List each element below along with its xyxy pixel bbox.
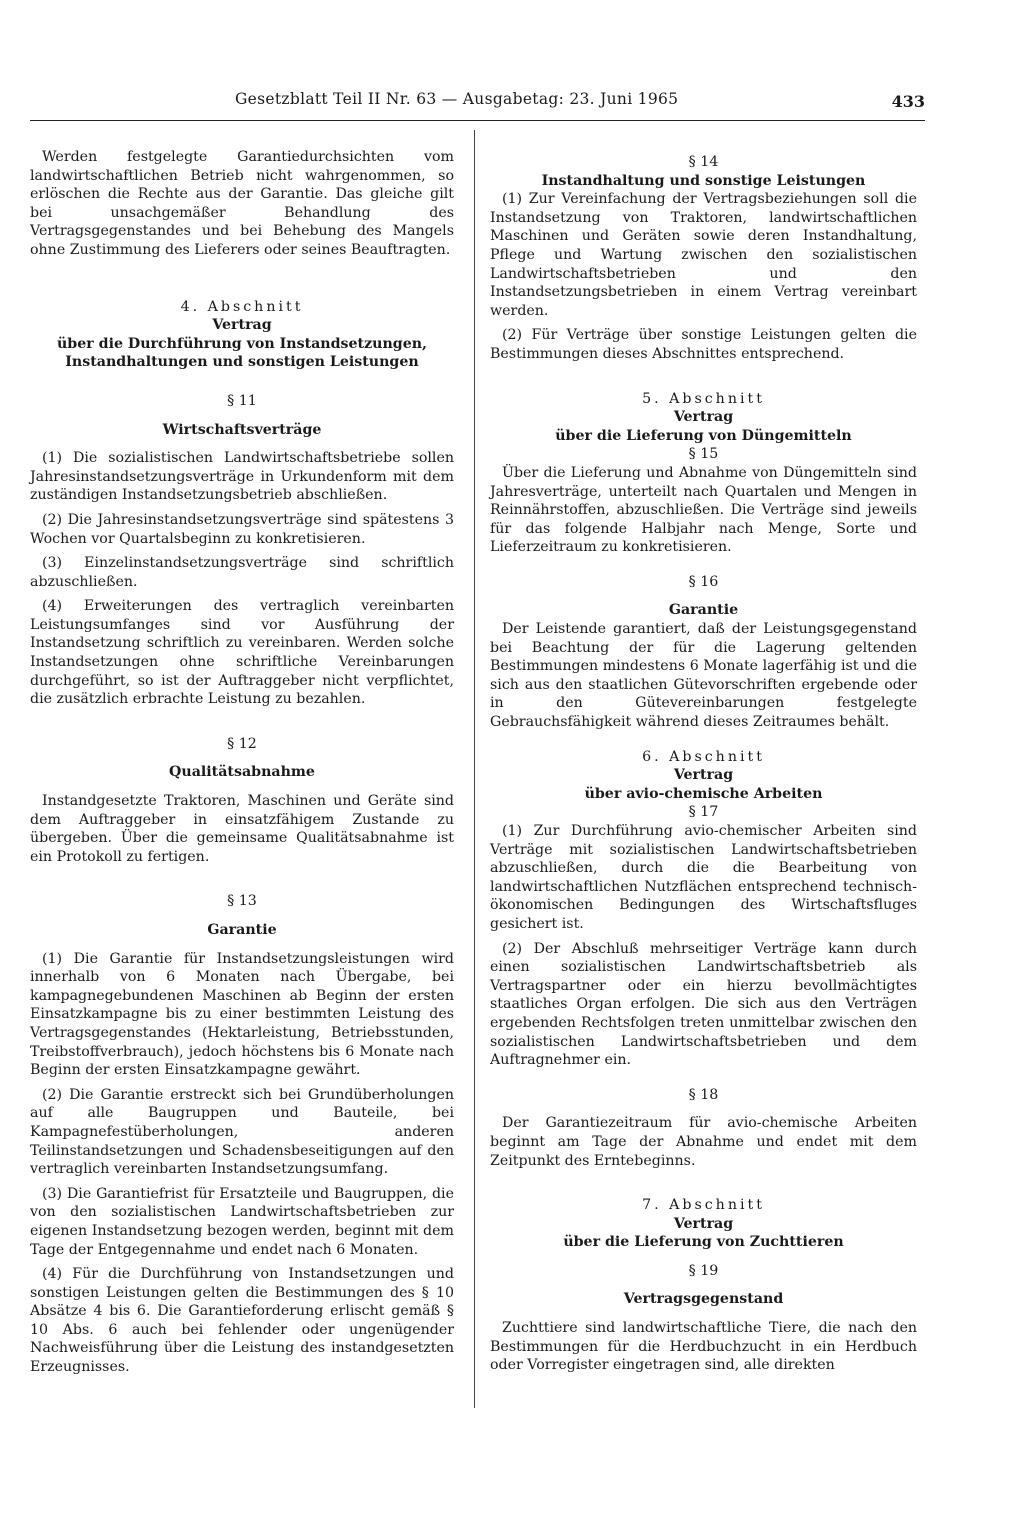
paragraph: (3) Die Garantiefrist für Ersatzteile und Baugruppen, die von den sozialistischen Landwirtschaftsbetrieben zur eigenen Instandsetzung bezogen werden, beginnt mit dem Tage der Entgegennahme und endet nach 6 Monaten. xyxy=(30,1185,454,1258)
header-rule xyxy=(30,120,925,121)
page-number: 433 xyxy=(891,92,925,111)
header-title: Gesetzblatt Teil II Nr. 63 — Ausgabetag: 23. Juni 1965 xyxy=(235,90,679,108)
paragraph-number: § 15 xyxy=(688,446,719,463)
paragraph-number: § 11 xyxy=(227,392,257,409)
paragraph-title: Garantie xyxy=(207,922,277,938)
paragraph: (1) Zur Durchführung avio-chemischer Arbeiten sind Verträge mit sozialistischen Landwirtschaftsbetrieben abzuschließen, durch die die Bearbeitung von landwirtschaftlichen Nutzflächen entsprechend technisch-ökonomischen Bedingungen des Wirtschaftsfluges gesichert ist. xyxy=(490,823,917,932)
page-header xyxy=(30,90,925,120)
section-title: Vertrag xyxy=(673,1215,734,1232)
paragraph-number: § 19 xyxy=(688,1262,719,1279)
paragraph-number: § 14 xyxy=(688,154,719,170)
column-divider xyxy=(474,130,475,1408)
section-title: über die Lieferung von Düngemitteln xyxy=(555,427,852,444)
paragraph-number: § 17 xyxy=(688,804,719,821)
section-title: Vertrag xyxy=(212,317,272,334)
paragraph: Instandgesetzte Traktoren, Maschinen und Geräte sind dem Auftraggeber in einsatzfähigem Zustande zu übergeben. Über die gemeinsame Qualitätsabnahme ist ein Protokoll zu fertigen. xyxy=(30,793,454,865)
paragraph-number: § 16 xyxy=(688,573,719,590)
paragraph: (1) Die Garantie für Instandsetzungsleistungen wird innerhalb von 6 Monaten nach Übergabe, bei kampagnegebundenen Maschinen ab Beginn der ersten Einsatzkampagne bis zu einer bestimmten Leistung des Vertragsgegenstandes (Hektarleistung, Betriebsstunden, Treibstoffverbrauch), jedoch höchstens bis 6 Monate nach Beginn der ersten Einsatzkampagne gewährt. xyxy=(30,950,454,1079)
section-heading: 7. Abschnitt xyxy=(642,1197,765,1214)
paragraph: (2) Für Verträge über sonstige Leistungen gelten die Bestimmungen dieses Abschnittes entsprechend. xyxy=(490,327,917,362)
section-title: Vertrag xyxy=(673,767,734,784)
section-heading: 6. Abschnitt xyxy=(642,748,765,765)
paragraph-number: § 18 xyxy=(688,1086,719,1103)
section-title: Vertrag xyxy=(673,409,734,426)
paragraph: Der Garantiezeitraum für avio-chemische Arbeiten beginnt am Tage der Abnahme und endet mit dem Zeitpunkt des Erntebeginns. xyxy=(490,1115,917,1169)
paragraph: (2) Der Abschluß mehrseitiger Verträge kann durch einen sozialistischen Landwirtschaftsbetrieb als Vertragspartner oder ein hierzu bevollmächtigtes staatliches Organ erfolgen. Die sich aus den Verträgen ergebenden Rechtsfolgen treten unmittelbar zwischen den sozialistischen Landwirtschaftsbetrieben und dem Auftragnehmer ein. xyxy=(490,940,917,1069)
section-heading: 5. Abschnitt xyxy=(642,390,765,407)
paragraph-title: Instandhaltung und sonstige Leistungen xyxy=(541,172,866,189)
right-column xyxy=(490,153,917,1381)
section-title: über avio-chemische Arbeiten xyxy=(584,785,823,802)
paragraph: (4) Für die Durchführung von Instandsetzungen und sonstigen Leistungen gelten die Bestimmungen des § 10 Absätze 4 bis 6. Die Garantieforderung erlischt gemäß § 10 Abs. 6 auch bei fehlender oder ungenügender Nachweisführung über die Leistung des instandgesetzten Erzeugnisses. xyxy=(30,1266,454,1376)
paragraph: Zuchttiere sind landwirtschaftliche Tiere, die nach den Bestimmungen für die Herdbuchzucht in ein Herdbuch oder Vorregister eingetragen sind, alle direkten xyxy=(490,1320,917,1374)
paragraph: (3) Einzelinstandsetzungsverträge sind schriftlich abzuschließen. xyxy=(30,555,454,590)
paragraph-number: § 13 xyxy=(227,893,257,910)
section-title: über die Lieferung von Zuchttieren xyxy=(563,1234,844,1251)
paragraph-title: Garantie xyxy=(668,602,739,619)
paragraph: (2) Die Jahresinstandsetzungsverträge sind spätestens 3 Wochen vor Quartalsbeginn zu konkretisieren. xyxy=(30,511,454,547)
paragraph-number: § 12 xyxy=(227,735,257,752)
paragraph: Werden festgelegte Garantiedurchsichten vom landwirtschaftlichen Betrieb nicht wahrgenommen, so erlöschen die Rechte aus der Garantie. Das gleiche gilt bei unsachgemäßer Behandlung des Vertragsgegenstandes und bei Behebung des Mangels ohne Zustimmung des Lieferers oder seines Beauftragten. xyxy=(30,149,454,258)
paragraph: (1) Die sozialistischen Landwirtschaftsbetriebe sollen Jahresinstandsetzungsverträge in Urkundenform mit dem zuständigen Instandsetzungsbetrieb abschließen. xyxy=(30,450,454,504)
paragraph: (4) Erweiterungen des vertraglich vereinbarten Leistungsumfanges sind vor Ausführung der Instandsetzung schriftlich zu vereinbaren. Werden solche Instandsetzungen ohne schriftliche Vereinbarungen durchgeführt, so ist der Auftraggeber nicht verpflichtet, die zusätzlich erbrachte Leistung zu bezahlen. xyxy=(30,598,454,708)
paragraph-title: Qualitätsabnahme xyxy=(169,764,315,781)
paragraph: (1) Zur Vereinfachung der Vertragsbeziehungen soll die Instandsetzung von Traktoren, landwirtschaftlichen Maschinen und Geräten sowie deren Instandhaltung, Pflege und Wartung zwischen den sozialistischen Landwirtschaftsbetrieben und den Instandsetzungsbetrieben in einem Vertrag vereinbart werden. xyxy=(490,191,917,319)
section-title: über die Durchführung von Instandsetzungen, xyxy=(56,335,428,352)
paragraph-title: Wirtschaftsverträge xyxy=(162,421,322,438)
paragraph-title: Vertragsgegenstand xyxy=(623,1291,784,1308)
section-heading: 4. Abschnitt xyxy=(180,298,304,315)
paragraph: Über die Lieferung und Abnahme von Düngemitteln sind Jahresverträge, unterteilt nach Quartalen und Mengen in Reinnährstoffen, abzuschließen. Die Verträge sind jeweils für das folgende Halbjahr nach Menge, Sorte und Lieferzeitraum zu konkretisieren. xyxy=(490,464,917,556)
paragraph: Der Leistende garantiert, daß der Leistungsgegenstand bei Beachtung der für die Lagerung geltenden Bestimmungen mindestens 6 Monate lagerfähig ist und die sich aus den staatlichen Gütevorschriften ergebende oder in den Gütevereinbarungen festgelegte Gebrauchsfähigkeit während dieses Zeitraumes behält. xyxy=(490,621,917,731)
paragraph: (2) Die Garantie erstreckt sich bei Grundüberholungen auf alle Baugruppen und Bauteile, bei Kampagnefestüberholungen, anderen Teilinstandsetzungen und Schadensbeseitigungen auf den vertraglich vereinbarten Instandsetzungsumfang. xyxy=(30,1086,454,1178)
section-title: Instandhaltungen und sonstigen Leistungen xyxy=(65,354,419,371)
left-column xyxy=(30,148,454,1383)
